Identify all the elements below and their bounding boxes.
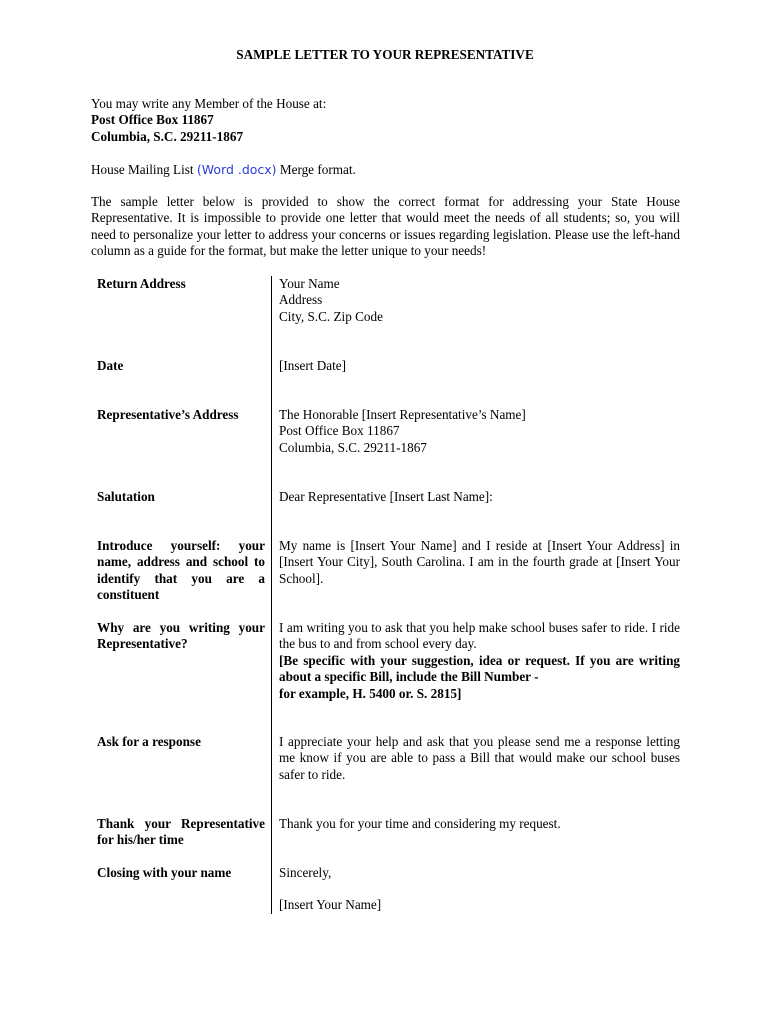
column-divider — [271, 276, 272, 914]
intro-line: You may write any Member of the House at: — [91, 96, 327, 111]
why-value: I am writing you to ask that you help make school buses safer to ride. I ride the bus to and from school every day. — [279, 620, 680, 652]
value-representative-address — [279, 407, 680, 456]
closing-name: [Insert Your Name] — [279, 897, 382, 913]
address-line-2: Columbia, S.C. 29211-1867 — [91, 128, 244, 144]
label-introduce: Introduce yourself: your name, address and school to identify that you are a constituent — [97, 538, 265, 603]
salutation-value: Dear Representative [Insert Last Name]: — [279, 489, 493, 504]
instructions-paragraph: The sample letter below is provided to show the correct format for addressing your State House Representative. It is impossible to provide one letter that would meet the needs of all students; so, you will need to personalize your letter to address your concerns or issues regarding legislation. Please use the left-hand column as a guide for the format, but make the letter unique to your needs! — [91, 194, 680, 259]
mailing-list-suffix: Merge format. — [276, 162, 356, 177]
response-value: I appreciate your help and ask that you please send me a response letting me know if you are able to pass a Bill that would make our school buses safer to ride. — [279, 734, 680, 782]
mailing-list-prefix: House Mailing List — [91, 162, 197, 177]
return-address-line-1: Your Name — [279, 276, 340, 291]
why-bold-note: [Be specific with your suggestion, idea or request. If you are writing about a specific Bill, include the Bill Number - — [279, 652, 680, 685]
value-introduce — [279, 538, 680, 587]
label-why-writing: Why are you writing your Representative? — [97, 620, 265, 652]
return-address-line-2: Address — [279, 292, 323, 308]
label-date: Date — [97, 358, 124, 373]
rep-address-line-1: The Honorable [Insert Representative’s Name] — [279, 407, 526, 422]
value-thank — [279, 816, 680, 832]
intro-block — [91, 96, 681, 145]
value-return-address — [279, 276, 680, 325]
word-docx-link[interactable]: (Word .docx) — [196, 162, 277, 177]
label-ask-response: Ask for a response — [97, 734, 201, 749]
closing-value: Sincerely, — [279, 865, 332, 880]
rep-address-line-3: Columbia, S.C. 29211-1867 — [279, 439, 427, 455]
label-thank: Thank your Representative for his/her time — [97, 816, 265, 848]
value-ask-response — [279, 734, 680, 783]
label-salutation: Salutation — [97, 489, 155, 504]
mailing-list-line — [91, 162, 356, 178]
thank-value: Thank you for your time and considering my request. — [279, 816, 561, 831]
introduce-value: My name is [Insert Your Name] and I reside at [Insert Your Address] in [Insert Your City], South Carolina. I am in the fourth grade at [Insert Your School]. — [279, 538, 680, 586]
label-return-address: Return Address — [97, 276, 186, 291]
value-closing — [279, 865, 680, 914]
date-value: [Insert Date] — [279, 358, 346, 373]
address-line-1: Post Office Box 11867 — [91, 112, 214, 128]
label-representative-address: Representative’s Address — [97, 407, 239, 422]
why-bold-note-end: for example, H. 5400 or. S. 2815] — [279, 685, 462, 701]
return-address-line-3: City, S.C. Zip Code — [279, 308, 383, 324]
value-why-writing — [279, 620, 680, 702]
page-title: SAMPLE LETTER TO YOUR REPRESENTATIVE — [236, 47, 534, 62]
label-closing: Closing with your name — [97, 865, 232, 880]
rep-address-line-2: Post Office Box 11867 — [279, 423, 400, 439]
value-salutation — [279, 489, 680, 505]
value-date — [279, 358, 680, 374]
